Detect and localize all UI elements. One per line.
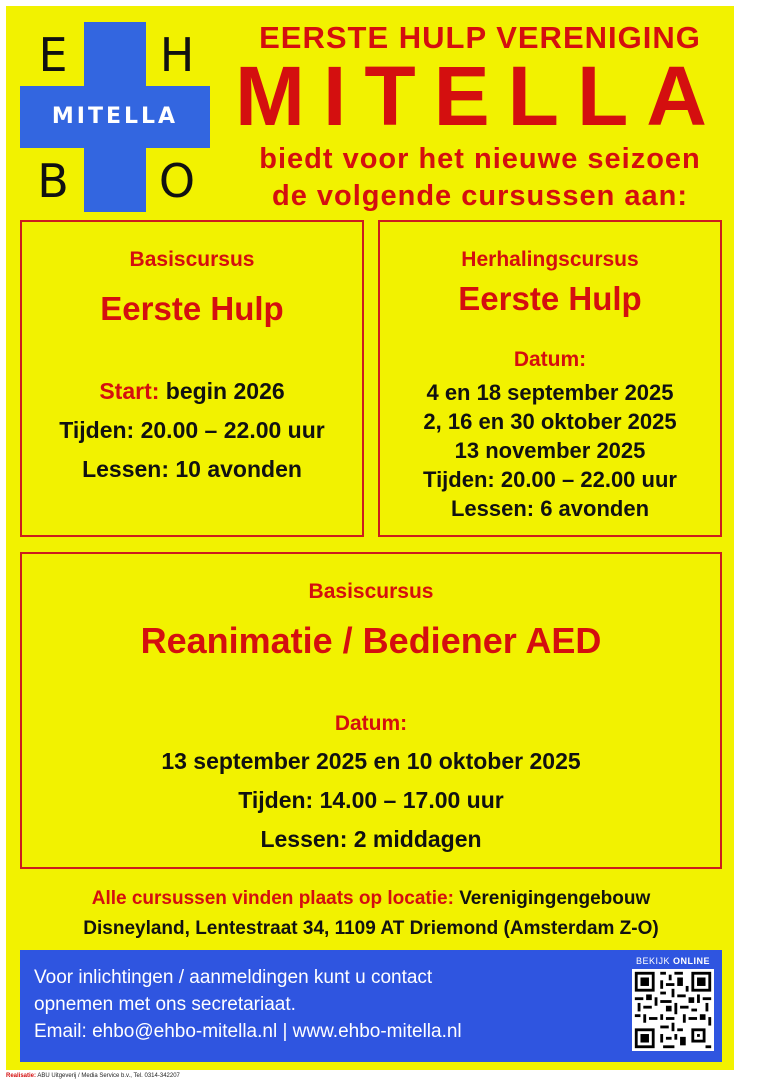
contact-text bbox=[34, 964, 594, 1045]
header-subline-2: de volgende cursussen aan: bbox=[271, 180, 688, 212]
qr-block[interactable] bbox=[632, 956, 714, 1051]
course-box-reanimatie-aed bbox=[20, 552, 722, 869]
course-title: Eerste Hulp bbox=[458, 280, 642, 317]
poster bbox=[6, 6, 734, 1070]
start-label: Start: bbox=[99, 378, 160, 404]
qr-code-icon[interactable] bbox=[632, 969, 714, 1051]
course-times: Tijden: 14.00 – 17.00 uur bbox=[238, 787, 504, 813]
course-subtitle: Herhalingscursus bbox=[461, 248, 639, 271]
start-value: begin 2026 bbox=[165, 378, 285, 404]
course-lessons: Lessen: 2 middagen bbox=[260, 826, 482, 852]
location-text bbox=[20, 884, 722, 944]
course-box-basiscursus-eerste-hulp bbox=[20, 220, 364, 537]
credit-line bbox=[6, 1073, 180, 1079]
logo-letter-o: O bbox=[158, 154, 196, 208]
header-title: MITELLA bbox=[235, 49, 725, 143]
logo-name: MITELLA bbox=[51, 104, 179, 129]
header-subline-1: biedt voor het nieuwe seizoen bbox=[259, 143, 701, 175]
date-line: 13 november 2025 bbox=[454, 438, 646, 463]
datum-label: Datum: bbox=[513, 348, 587, 371]
qr-label bbox=[632, 956, 714, 966]
course-box-herhalingscursus bbox=[378, 220, 722, 537]
course-lessons: Lessen: 6 avonden bbox=[450, 496, 650, 521]
contact-line-3[interactable]: Email: ehbo@ehbo-mitella.nl | www.ehbo-mitella.nl bbox=[34, 1021, 462, 1042]
course-subtitle: Basiscursus bbox=[308, 580, 434, 603]
course-subtitle: Basiscursus bbox=[129, 248, 255, 271]
course-start bbox=[22, 378, 362, 405]
course-times: Tijden: 20.00 – 22.00 uur bbox=[423, 467, 677, 492]
location-address: Disneyland, Lentestraat 34, 1109 AT Driemond (Amsterdam Z-O) bbox=[83, 918, 659, 939]
course-title: Reanimatie / Bediener AED bbox=[140, 620, 602, 661]
course-dates bbox=[380, 378, 720, 523]
course-dates: 13 september 2025 en 10 oktober 2025 bbox=[161, 748, 581, 774]
ehbo-logo bbox=[20, 22, 210, 212]
qr-label-a: BEKIJK bbox=[635, 956, 670, 966]
course-title: Eerste Hulp bbox=[100, 290, 284, 327]
course-times: Tijden: 20.00 – 22.00 uur bbox=[59, 417, 325, 443]
course-lessons: Lessen: 10 avonden bbox=[82, 456, 302, 482]
datum-label: Datum: bbox=[334, 712, 408, 735]
logo-letter-b: B bbox=[37, 154, 69, 208]
date-line: 4 en 18 september 2025 bbox=[426, 380, 674, 405]
location-label: Alle cursussen vinden plaats op locatie: bbox=[91, 888, 454, 909]
credit-text: ABU Uitgeverij / Media Service b.v., Tel. 0314-342207 bbox=[37, 1073, 180, 1079]
logo-letter-h: H bbox=[159, 28, 195, 82]
contact-line-2: opnemen met ons secretariaat. bbox=[34, 994, 296, 1015]
logo-letter-e: E bbox=[38, 28, 68, 82]
contact-panel bbox=[20, 950, 722, 1062]
contact-line-1: Voor inlichtingen / aanmeldingen kunt u contact bbox=[34, 967, 433, 988]
location-venue: Verenigingengebouw bbox=[459, 888, 651, 909]
header-association: EERSTE HULP VERENIGING bbox=[259, 20, 701, 55]
qr-label-b: ONLINE bbox=[673, 956, 711, 966]
date-line: 2, 16 en 30 oktober 2025 bbox=[423, 409, 677, 434]
credit-label: Realisatie: bbox=[6, 1073, 37, 1079]
